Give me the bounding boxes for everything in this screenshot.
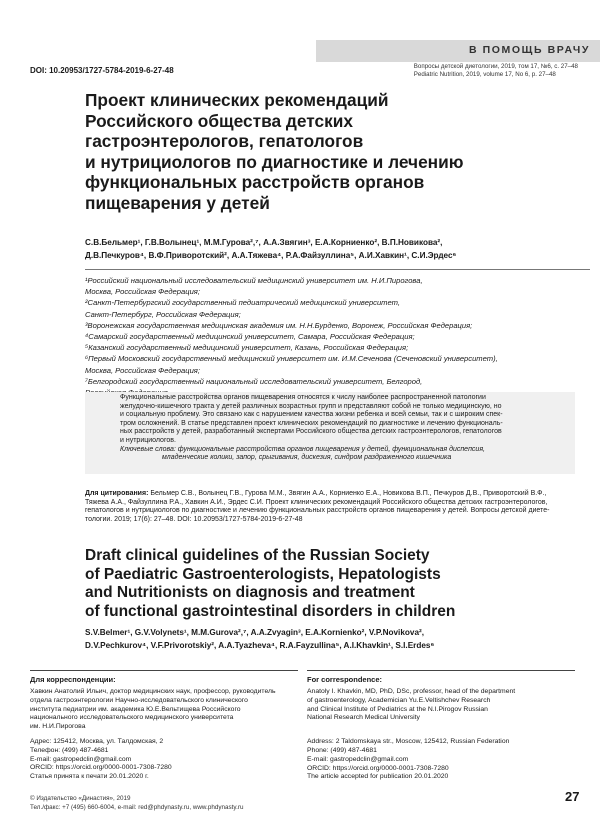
correspondence-en: [307, 688, 575, 782]
divider: [85, 269, 590, 270]
authors-line: D.V.Pechkurov⁴, V.F.Privorotskiy², A.A.Tyazheva⁴, R.A.Fayzullina⁵, A.I.Khavkin¹, S.I.Erdes⁶: [85, 640, 435, 650]
affiliation-line: ⁶Первый Московский государственный медицинский университет им. И.М.Сеченова (Сеченовский университет),: [85, 354, 498, 364]
corr-line: ORCID: https://orcid.org/0000-0001-7308-7280: [307, 764, 449, 772]
title-line: пищеварения у детей: [85, 192, 270, 213]
affiliation-line: ⁵Казанский государственный медицинский университет, Казань, Российская Федерация;: [85, 343, 409, 353]
russian-authors: [85, 237, 590, 262]
corr-line: of gastroenterology, Academician Yu.E.Veltishchev Research: [307, 696, 491, 704]
spacer: [307, 723, 575, 738]
citation-text: Бельмер С.В., Волынец Г.В., Гурова М.М., Звягин А.А., Корниенко Е.А., Новикова В.П., Печкуров Д.В., Приворотский В.Ф.,: [148, 490, 547, 497]
corr-line: The article accepted for publication 20.01.2020: [307, 773, 449, 781]
citation-label: Для цитирования:: [85, 490, 149, 497]
english-title: [85, 547, 590, 621]
citation: [85, 490, 583, 524]
correspondence-heading-ru: Для корреспонденции:: [30, 675, 116, 684]
corr-line: Phone: (499) 487-4681: [307, 746, 377, 754]
abstract-line: ных расстройств у детей, разработанный экспертами Российского общества детских гастроэнтерологов, гепатологов: [120, 428, 502, 436]
journal-ref-ru: Вопросы детской диетологии, 2019, том 17, №6, с. 27–48: [413, 63, 578, 70]
keywords-line: Ключевые слова: функциональные расстройства органов пищеварения у детей, функциональная диспепсия,: [120, 445, 486, 453]
abstract-line: и социальную проблему. Это связано как с нарушением качества жизни ребенка и всей семьи, так и с широким спек-: [120, 411, 503, 419]
title-line: гастроэнтерологов, гепатологов: [85, 131, 364, 152]
divider: [307, 670, 575, 671]
corr-line: and Clinical Institute of Pediatrics at the N.I.Pirogov Russian: [307, 705, 488, 713]
abstract-line: тром осложнений. В статье представлен проект клинических рекомендаций по диагностике и лечению функциональ-: [120, 419, 503, 427]
corr-line: ORCID: https://orcid.org/0000-0001-7308-7280: [30, 764, 172, 772]
russian-title: [85, 90, 590, 214]
abstract-line: желудочно-кишечного тракта у детей различных возрастных групп и представляют собой не только медицинскую, но: [120, 402, 502, 410]
corr-line: National Research Medical University: [307, 714, 420, 722]
corr-line: Anatoly I. Khavkin, MD, PhD, DSc, professor, head of the department: [307, 688, 516, 695]
affiliation-line: Санкт-Петербург, Российская Федерация;: [85, 309, 241, 319]
corr-line: института педиатрии им. академика Ю.Е.Вельтищева Российского: [30, 705, 241, 713]
corr-line: им. Н.И.Пирогова: [30, 723, 86, 731]
divider: [30, 670, 298, 671]
publisher-contacts: Тел./факс: +7 (495) 660-6004, e-mail: red@phdynasty.ru, www.phdynasty.ru: [30, 803, 244, 811]
doi: DOI: 10.20953/1727-5784-2019-6-27-48: [30, 66, 174, 75]
title-line: Draft clinical guidelines of the Russian Society: [85, 547, 430, 564]
section-rubric: В ПОМОЩЬ ВРАЧУ: [468, 44, 590, 56]
title-line: and Nutritionists on diagnosis and treatment: [85, 584, 415, 602]
affiliation-line: Москва, Российская Федерация;: [85, 287, 200, 297]
footer: [30, 795, 243, 812]
affiliation-line: ⁷Белгородский государственный национальный исследовательский университет, Белгород,: [85, 376, 423, 386]
abstract: [120, 394, 576, 463]
journal-reference: [414, 63, 578, 79]
corr-line: Телефон: (499) 487-4681: [30, 746, 109, 754]
correspondence-ru: [30, 688, 298, 782]
title-line: функциональных расстройств органов: [85, 172, 425, 193]
corr-line: Address: 2 Taldomskaya str., Moscow, 125412, Russian Federation: [307, 738, 510, 746]
affiliation-line: ¹Российский национальный исследовательский медицинский университет им. Н.И.Пирогова,: [85, 276, 423, 285]
affiliations: [85, 275, 590, 398]
corr-line: E-mail: gastropedclin@gmail.com: [30, 755, 132, 763]
affiliation-line: ²Санкт-Петербургский государственный педиатрический медицинский университет,: [85, 298, 400, 308]
affiliation-line: Москва, Российская Федерация;: [85, 365, 200, 375]
citation-line: [85, 490, 583, 499]
corr-line: национального исследовательского медицинского университета: [30, 714, 234, 722]
affiliation-line: ⁴Самарский государственный медицинский университет, Самара, Российская Федерация;: [85, 332, 415, 342]
corr-line: Хавкин Анатолий Ильич, доктор медицинских наук, профессор, руководитель: [30, 688, 276, 695]
corr-line: E-mail: gastropedclin@gmail.com: [307, 755, 409, 763]
title-line: и нутрициологов по диагностике и лечению: [85, 151, 464, 172]
title-line: of functional gastrointestinal disorders in children: [85, 602, 456, 620]
corr-line: Статья принята к печати 20.01.2020 г.: [30, 773, 149, 781]
citation-line: Тяжева А.А., Файзуллина Р.А., Хавкин А.И., Эрдес С.И. Проект клинических рекомендаций Российского общества детских гастроэнтерологов,: [85, 498, 548, 506]
corr-line: Адрес: 125412, Москва, ул. Талдомская, 2: [30, 737, 164, 745]
abstract-line: Функциональные расстройства органов пищеварения относятся к числу наиболее распространенной патологии: [120, 394, 486, 401]
authors-line: С.В.Бельмер¹, Г.В.Волынец¹, М.М.Гурова²,⁷, А.А.Звягин³, Е.А.Корниенко², В.П.Новикова²,: [85, 238, 443, 247]
citation-line: гепатологов и нутрициологов по диагностике и лечению функциональных расстройств органов пищеварения у детей. Вопросы детской диете-: [85, 507, 550, 515]
title-line: of Paediatric Gastroenterologists, Hepatologists: [85, 565, 441, 583]
authors-line: Д.В.Печкуров⁴, В.Ф.Приворотский², А.А.Тяжева⁴, Р.А.Файзуллина⁵, А.И.Хавкин¹, С.И.Эрдес⁶: [85, 250, 457, 260]
correspondence-heading-en: For correspondence:: [307, 675, 383, 684]
affiliation-line: ³Воронежская государственная медицинская академия им. Н.Н.Бурденко, Воронеж, Российская Федерация;: [85, 320, 473, 330]
title-line: Проект клинических рекомендаций: [85, 90, 389, 110]
title-line: Российского общества детских: [85, 110, 353, 131]
keywords-line: младенческие колики, запор, срыгивания, дискезия, синдром раздраженного кишечника: [162, 454, 452, 462]
corr-line: отдела гастроэнтерологии Научно-исследовательского клинического: [30, 696, 248, 704]
journal-ref-en: Pediatric Nutrition, 2019, volume 17, No 6, p. 27–48: [413, 71, 556, 78]
authors-line: S.V.Belmer¹, G.V.Volynets¹, M.M.Gurova²,⁷, A.A.Zvyagin³, E.A.Kornienko², V.P.Novikova²,: [85, 628, 424, 637]
abstract-line: и нутрициологов.: [120, 436, 176, 444]
citation-line: тологии. 2019; 17(6): 27–48. DOI: 10.20953/1727-5784-2019-6-27-48: [85, 515, 303, 523]
english-authors: [85, 627, 590, 652]
copyright: © Издательство «Династия», 2019: [30, 795, 131, 802]
page-number: 27: [565, 789, 580, 804]
